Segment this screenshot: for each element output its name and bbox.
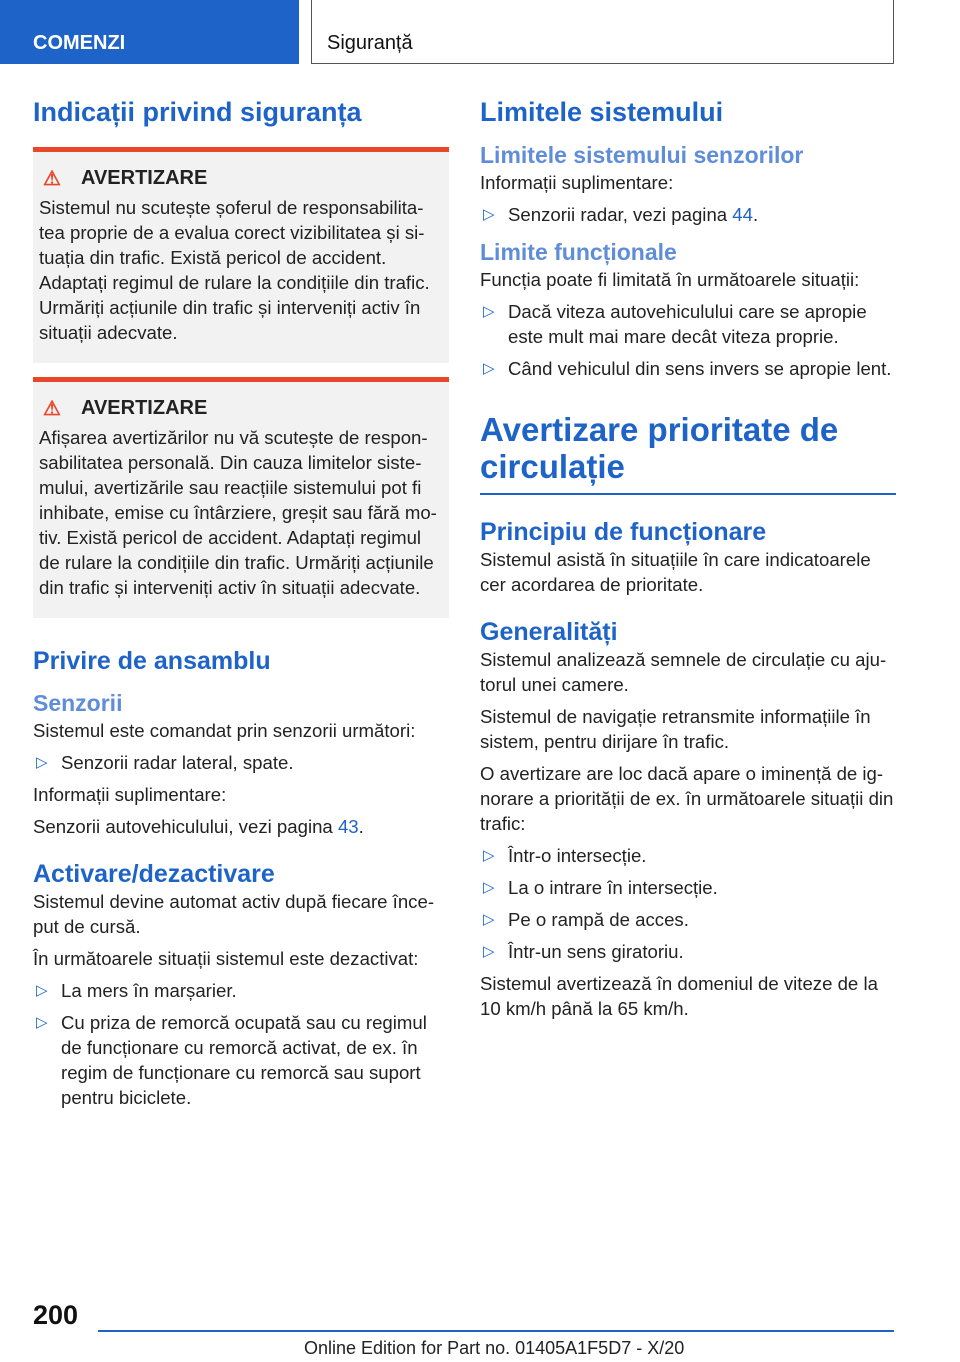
- left-column: [33, 96, 449, 1110]
- bullet-triangle-icon: ▷: [483, 879, 495, 897]
- list-item: ▷ Senzorii radar lateral, spate.: [36, 751, 294, 773]
- list-item: ▷ Dacă viteza autovehiculului care se apropie este mult mai mare decât viteza proprie.: [483, 300, 867, 347]
- list-item: ▷ Când vehiculul din sens invers se apropie lent.: [483, 357, 892, 379]
- func-list: [480, 299, 896, 381]
- bullet-triangle-icon: ▷: [483, 359, 495, 377]
- right-column: [480, 96, 896, 1021]
- chapter-label: COMENZI: [33, 32, 126, 54]
- bullet-triangle-icon: ▷: [483, 205, 495, 223]
- info-label: Informații suplimentare:: [33, 783, 227, 805]
- sensor-limits-title: Limitele sistemului senzorilor: [480, 142, 804, 169]
- list-item: ▷ Cu priza de remorcă ocupată sau cu regimul de funcționare cu remorcă activat, de ex. în regim de funcționare cu remorcă sau suport pentru biciclete.: [36, 1011, 427, 1108]
- section-label: Siguranță: [327, 32, 413, 54]
- warning-box-1: [33, 147, 449, 363]
- list-item: ▷ La o intrare în intersecție.: [483, 877, 718, 899]
- general-p1: Sistemul analizează semnele de circulație cu aju-torul unei camere.: [480, 649, 887, 696]
- warning-label-1: AVERTIZARE: [81, 167, 208, 190]
- warning-icon: ⚠: [43, 398, 61, 421]
- principle-text: Sistemul asistă în situațiile în care indicatoarele cer acordarea de prioritate.: [480, 549, 871, 596]
- page-link[interactable]: 44: [732, 203, 753, 225]
- sensors-text: Sistemul este comandat prin senzorii următori:: [33, 719, 416, 741]
- general-p3: O avertizare are loc dacă apare o iminență de ig-norare a priorității de ex. în următoarele situații din trafic:: [480, 763, 894, 835]
- warning-icon: ⚠: [43, 168, 61, 191]
- bullet-triangle-icon: ▷: [36, 1013, 48, 1031]
- chapter-tab[interactable]: [0, 0, 299, 64]
- overview-title: Privire de ansamblu: [33, 647, 271, 676]
- footer-divider: [98, 1330, 894, 1332]
- list-item: ▷ Într-un sens giratoriu.: [483, 941, 684, 963]
- info-text: Senzorii autovehiculului, vezi pagina 43.: [33, 815, 364, 837]
- general-p2: Sistemul de navigație retransmite informațiile în sistem, pentru dirijare în trafic.: [480, 706, 871, 753]
- sensor-list: [480, 202, 896, 227]
- page-link[interactable]: 43: [337, 815, 359, 837]
- warning-box-2: [33, 377, 449, 618]
- list-item: ▷ La mers în marșarier.: [36, 979, 237, 1001]
- bullet-triangle-icon: ▷: [483, 847, 495, 865]
- limits-title: Limitele sistemului: [480, 97, 724, 127]
- general-p4: Sistemul avertizează în domeniul de viteze de la 10 km/h până la 65 km/h.: [480, 973, 878, 1020]
- sensors-title: Senzorii: [33, 690, 123, 717]
- bullet-triangle-icon: ▷: [36, 753, 48, 771]
- section-divider: [480, 493, 896, 495]
- deactivation-text: În următoarele situații sistemul este dezactivat:: [33, 947, 419, 969]
- bullet-triangle-icon: ▷: [483, 911, 495, 929]
- info-label: Informații suplimentare:: [480, 171, 674, 193]
- general-title: Generalități: [480, 618, 618, 647]
- bullet-triangle-icon: ▷: [36, 981, 48, 999]
- bullet-triangle-icon: ▷: [483, 943, 495, 961]
- safety-title: Indicații privind siguranța: [33, 97, 362, 127]
- list-item: ▷ Senzorii radar, vezi pagina 44.: [483, 203, 759, 225]
- principle-title: Principiu de funcționare: [480, 518, 767, 547]
- warning-text-2: Afișarea avertizărilor nu vă scutește de respon-sabilitatea personală. Din cauza limitelor siste-mului, avertizările sau reacțiile sistemului pot fi inhibate, emise cu întârziere, greșit sau fără mo-tiv. Există pericol de accident. Adaptați regimul de rulare la condițiile din trafic. Urmăriți acțiunile din trafic și interveniți activ în situații adecvate.: [39, 427, 437, 599]
- list-item: ▷ Pe o rampă de acces.: [483, 909, 689, 931]
- bullet-triangle-icon: ▷: [483, 302, 495, 320]
- sensors-list: [33, 750, 449, 775]
- priority-title: Avertizare prioritate de circulație: [480, 410, 839, 485]
- activation-text: Sistemul devine automat activ după fiecare înce-put de cursă.: [33, 890, 435, 937]
- page-number: 200: [33, 1300, 79, 1330]
- func-limits-title: Limite funcționale: [480, 238, 677, 265]
- func-limits-text: Funcția poate fi limitată în următoarele situații:: [480, 268, 860, 290]
- warning-label-2: AVERTIZARE: [81, 397, 208, 420]
- edition-text: Online Edition for Part no. 01405A1F5D7 - X/20: [304, 1338, 685, 1358]
- list-item: ▷ Într-o intersecție.: [483, 845, 647, 867]
- section-header: [311, 0, 894, 64]
- deactivation-list: [33, 978, 449, 1110]
- warning-text-1: Sistemul nu scutește șoferul de responsabilita-tea proprie de a evalua corect vizibilitatea și si-tuația din trafic. Există pericol de accident. Adaptați regimul de rulare la condițiile din trafic. Urmăriți acțiunile din trafic și interveniți activ în situații adecvate.: [39, 197, 430, 344]
- situations-list: [480, 843, 896, 964]
- activation-title: Activare/dezactivare: [33, 859, 275, 888]
